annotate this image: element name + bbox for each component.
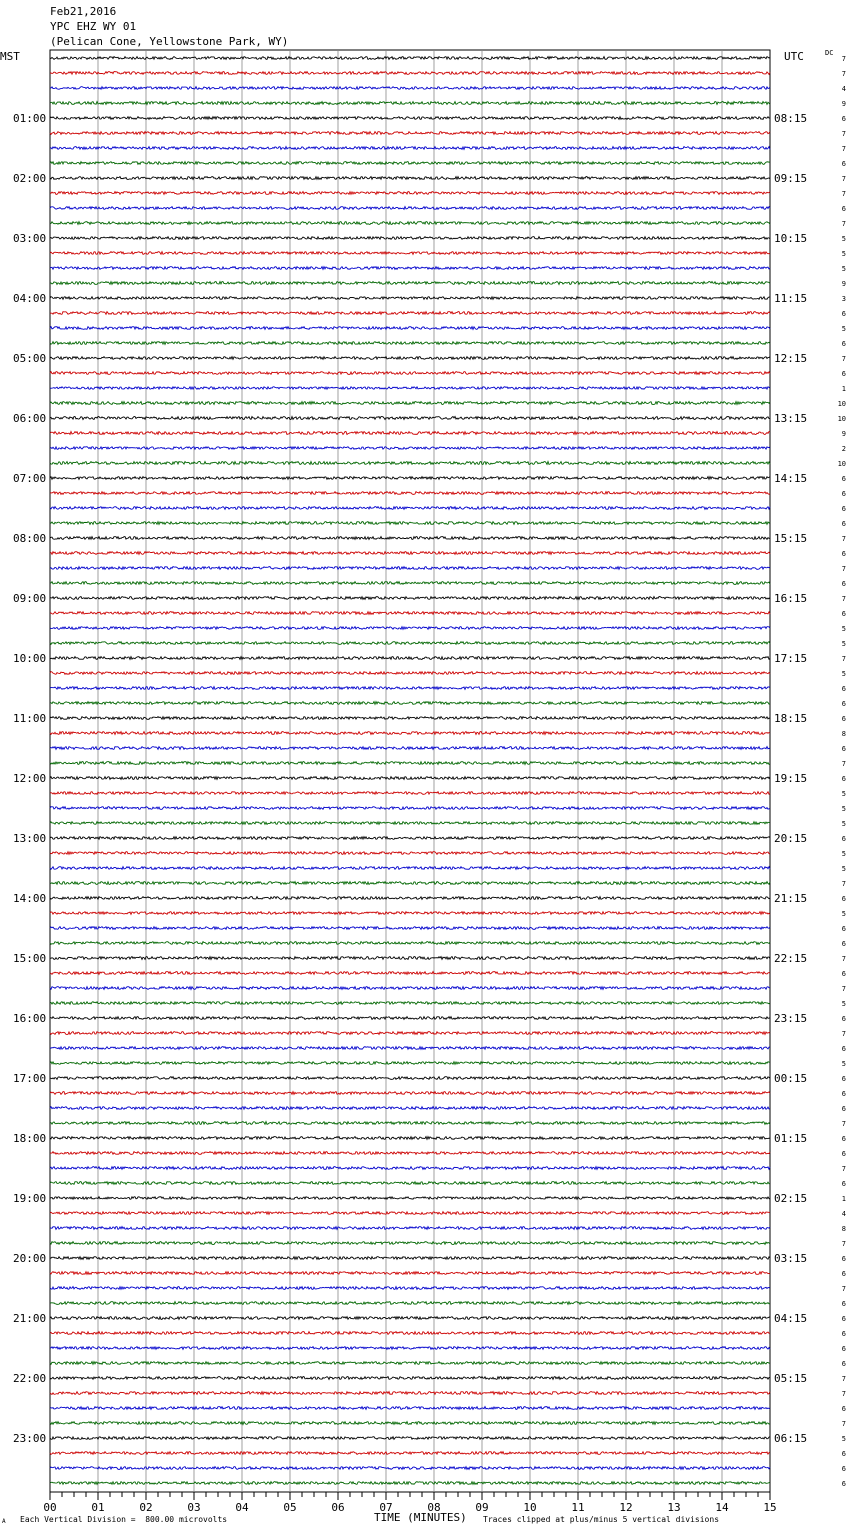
seismic-trace	[50, 1107, 770, 1110]
dc-value: 6	[841, 550, 846, 558]
right-hour-label: 17:15	[774, 652, 808, 665]
seismic-trace	[50, 1242, 770, 1245]
seismic-trace	[50, 297, 770, 300]
dc-value: 7	[841, 1390, 846, 1398]
seismic-trace	[50, 1017, 770, 1020]
dc-value: 6	[841, 1180, 846, 1188]
seismic-trace	[50, 927, 770, 930]
seismic-trace	[50, 132, 770, 135]
seismic-trace	[50, 1482, 770, 1485]
dc-value: 7	[841, 220, 846, 228]
right-hour-label: 05:15	[774, 1372, 808, 1385]
dc-value: 7	[841, 145, 846, 153]
seismic-trace	[50, 822, 770, 825]
seismic-trace	[50, 1122, 770, 1125]
left-hour-label: 19:00	[13, 1192, 47, 1205]
x-tick-label: 09	[475, 1501, 489, 1514]
seismic-trace	[50, 342, 770, 345]
seismic-trace	[50, 942, 770, 945]
right-hour-label: 14:15	[774, 472, 808, 485]
dc-value: 5	[841, 640, 846, 648]
left-hour-label: 14:00	[13, 892, 47, 905]
left-hour-label: 18:00	[13, 1132, 47, 1145]
dc-value: 7	[841, 880, 846, 888]
left-hour-label: 22:00	[13, 1372, 47, 1385]
dc-value: 5	[841, 910, 846, 918]
dc-value: 6	[841, 1045, 846, 1053]
x-tick-label: 11	[571, 1501, 585, 1514]
seismic-trace	[50, 1002, 770, 1005]
dc-value: 6	[841, 610, 846, 618]
dc-value: 9	[841, 100, 846, 108]
dc-value: 6	[841, 115, 846, 123]
seismic-trace	[50, 522, 770, 525]
dc-value: 5	[841, 805, 846, 813]
seismic-trace	[50, 702, 770, 705]
dc-value: 10	[837, 460, 846, 468]
x-tick-label: 07	[379, 1501, 393, 1514]
seismic-trace	[50, 1362, 770, 1365]
right-hour-label: 16:15	[774, 592, 808, 605]
dc-value: 6	[841, 970, 846, 978]
dc-value: 7	[841, 1240, 846, 1248]
right-hour-label: 22:15	[774, 952, 808, 965]
dc-value: 6	[841, 490, 846, 498]
dc-value: 6	[841, 1255, 846, 1263]
seismic-trace	[50, 267, 770, 270]
dc-value: 5	[841, 1435, 846, 1443]
dc-value: 6	[841, 775, 846, 783]
seismic-trace	[50, 1347, 770, 1350]
seismic-trace	[50, 1272, 770, 1275]
seismic-trace	[50, 87, 770, 90]
seismic-trace	[50, 417, 770, 420]
dc-value: 5	[841, 1060, 846, 1068]
seismic-trace	[50, 1377, 770, 1380]
dc-value: 6	[841, 1270, 846, 1278]
seismic-trace	[50, 987, 770, 990]
dc-value: 8	[841, 730, 846, 738]
seismic-trace	[50, 177, 770, 180]
x-tick-label: 03	[187, 1501, 201, 1514]
dc-value: 1	[841, 1195, 846, 1203]
dc-value: 7	[841, 355, 846, 363]
right-hour-label: 20:15	[774, 832, 808, 845]
right-hour-label: 10:15	[774, 232, 808, 245]
seismic-trace	[50, 477, 770, 480]
seismic-trace	[50, 1032, 770, 1035]
dc-value: 7	[841, 130, 846, 138]
dc-value: 7	[841, 565, 846, 573]
dc-value: 6	[841, 835, 846, 843]
dc-value: 6	[841, 1450, 846, 1458]
x-tick-label: 01	[91, 1501, 105, 1514]
seismic-trace	[50, 582, 770, 585]
seismic-trace	[50, 1257, 770, 1260]
dc-value: 6	[841, 160, 846, 168]
dc-value: 5	[841, 790, 846, 798]
left-hour-label: 03:00	[13, 232, 47, 245]
station-location: (Pelican Cone, Yellowstone Park, WY)	[50, 35, 289, 48]
left-hour-label: 02:00	[13, 172, 47, 185]
left-hour-label: 09:00	[13, 592, 47, 605]
dc-value: 5	[841, 1000, 846, 1008]
seismic-trace	[50, 252, 770, 255]
left-hour-label: 06:00	[13, 412, 47, 425]
dc-value: 6	[841, 1465, 846, 1473]
seismic-trace	[50, 717, 770, 720]
seismic-trace	[50, 102, 770, 105]
right-hour-label: 04:15	[774, 1312, 808, 1325]
seismic-trace	[50, 372, 770, 375]
left-hour-label: 17:00	[13, 1072, 47, 1085]
left-hour-label: 01:00	[13, 112, 47, 125]
dc-value: 6	[841, 745, 846, 753]
seismic-trace	[50, 597, 770, 600]
dc-value: 7	[841, 985, 846, 993]
seismic-trace	[50, 72, 770, 75]
dc-value: 6	[841, 310, 846, 318]
seismic-trace	[50, 552, 770, 555]
left-hour-label: 12:00	[13, 772, 47, 785]
x-tick-label: 08	[427, 1501, 441, 1514]
dc-value: 5	[841, 820, 846, 828]
seismic-trace	[50, 1407, 770, 1410]
seismic-trace	[50, 222, 770, 225]
dc-value: 6	[841, 1150, 846, 1158]
dc-value: 1	[841, 385, 846, 393]
dc-value: 6	[841, 1480, 846, 1488]
seismic-trace	[50, 807, 770, 810]
right-hour-label: 03:15	[774, 1252, 808, 1265]
seismic-trace	[50, 1182, 770, 1185]
left-hour-label: 15:00	[13, 952, 47, 965]
x-tick-label: 02	[139, 1501, 153, 1514]
left-hour-label: 21:00	[13, 1312, 47, 1325]
seismic-trace	[50, 1047, 770, 1050]
right-hour-label: 15:15	[774, 532, 808, 545]
dc-value: 6	[841, 1360, 846, 1368]
seismic-trace	[50, 852, 770, 855]
dc-value: 7	[841, 595, 846, 603]
right-hour-label: 13:15	[774, 412, 808, 425]
corner-mark: A	[2, 1518, 6, 1525]
seismic-trace	[50, 447, 770, 450]
dc-value: 5	[841, 250, 846, 258]
seismic-trace	[50, 777, 770, 780]
seismic-trace	[50, 732, 770, 735]
left-hour-label: 13:00	[13, 832, 47, 845]
seismic-trace	[50, 402, 770, 405]
seismic-trace	[50, 1437, 770, 1440]
right-hour-label: 02:15	[774, 1192, 808, 1205]
dc-value: 7	[841, 1420, 846, 1428]
seismic-trace	[50, 642, 770, 645]
dc-value: 6	[841, 1015, 846, 1023]
left-hour-label: 08:00	[13, 532, 47, 545]
seismic-trace	[50, 282, 770, 285]
dc-value: 6	[841, 1315, 846, 1323]
seismic-trace	[50, 492, 770, 495]
seismic-trace	[50, 612, 770, 615]
seismic-trace	[50, 882, 770, 885]
clipping-note: Traces clipped at plus/minus 5 vertical divisions	[483, 1515, 720, 1524]
plot-frame	[50, 50, 770, 1492]
x-tick-label: 06	[331, 1501, 345, 1514]
seismic-trace	[50, 312, 770, 315]
seismic-trace	[50, 357, 770, 360]
dc-value: 5	[841, 865, 846, 873]
seismic-trace	[50, 687, 770, 690]
seismic-trace	[50, 1167, 770, 1170]
seismic-trace	[50, 207, 770, 210]
x-tick-label: 05	[283, 1501, 297, 1514]
seismic-trace	[50, 537, 770, 540]
right-hour-label: 11:15	[774, 292, 808, 305]
seismic-trace	[50, 627, 770, 630]
dc-value: 5	[841, 235, 846, 243]
dc-value: 6	[841, 580, 846, 588]
seismic-trace	[50, 1302, 770, 1305]
dc-value: 6	[841, 940, 846, 948]
seismic-trace	[50, 657, 770, 660]
left-hour-label: 07:00	[13, 472, 47, 485]
dc-value: 6	[841, 700, 846, 708]
x-tick-label: 15	[763, 1501, 777, 1514]
dc-value: 6	[841, 340, 846, 348]
seismic-trace	[50, 1227, 770, 1230]
dc-value: 5	[841, 850, 846, 858]
plot-date: Feb21,2016	[50, 5, 117, 18]
seismic-trace	[50, 792, 770, 795]
dc-value: 6	[841, 1345, 846, 1353]
x-tick-label: 00	[43, 1501, 57, 1514]
dc-value: 8	[841, 1225, 846, 1233]
seismic-trace	[50, 972, 770, 975]
dc-value: 6	[841, 370, 846, 378]
seismic-trace	[50, 567, 770, 570]
left-timezone-label: MST	[0, 50, 20, 63]
x-tick-label: 13	[667, 1501, 681, 1514]
seismic-trace	[50, 387, 770, 389]
dc-value: 6	[841, 205, 846, 213]
seismic-trace	[50, 762, 770, 765]
x-tick-label: 12	[619, 1501, 633, 1514]
seismic-trace	[50, 672, 770, 675]
seismic-trace	[50, 1212, 770, 1215]
seismic-trace	[50, 957, 770, 960]
dc-value: 7	[841, 655, 846, 663]
right-hour-label: 06:15	[774, 1432, 808, 1445]
dc-value: 9	[841, 430, 846, 438]
seismic-trace	[50, 1287, 770, 1290]
seismic-trace	[50, 897, 770, 900]
dc-value: 6	[841, 925, 846, 933]
dc-value: 6	[841, 715, 846, 723]
dc-value: 7	[841, 70, 846, 78]
dc-value: 6	[841, 505, 846, 513]
seismic-trace	[50, 837, 770, 840]
dc-value: 5	[841, 325, 846, 333]
dc-value: 5	[841, 265, 846, 273]
dc-value: 7	[841, 190, 846, 198]
seismic-trace	[50, 192, 770, 195]
seismic-trace	[50, 162, 770, 165]
seismic-trace	[50, 327, 770, 330]
seismic-trace	[50, 1092, 770, 1095]
dc-value: 6	[841, 520, 846, 528]
dc-value: 6	[841, 1300, 846, 1308]
station-code: YPC EHZ WY 01	[50, 20, 137, 33]
seismic-trace	[50, 147, 770, 150]
seismic-trace	[50, 1062, 770, 1065]
seismic-trace	[50, 1452, 770, 1455]
dc-value: 6	[841, 1135, 846, 1143]
dc-value: 6	[841, 895, 846, 903]
seismic-trace	[50, 1152, 770, 1155]
dc-value: 7	[841, 535, 846, 543]
left-hour-label: 04:00	[13, 292, 47, 305]
seismic-trace	[50, 462, 770, 465]
dc-value: 6	[841, 1405, 846, 1413]
dc-value: 7	[841, 1285, 846, 1293]
right-hour-label: 01:15	[774, 1132, 808, 1145]
dc-value: 6	[841, 1330, 846, 1338]
dc-value: 7	[841, 1375, 846, 1383]
right-hour-label: 12:15	[774, 352, 808, 365]
dc-value: 2	[841, 445, 846, 453]
seismic-trace	[50, 237, 770, 240]
seismic-trace	[50, 747, 770, 750]
left-hour-label: 16:00	[13, 1012, 47, 1025]
seismic-trace	[50, 1077, 770, 1080]
dc-value: 4	[841, 85, 846, 93]
dc-value: 6	[841, 685, 846, 693]
dc-value: 6	[841, 1075, 846, 1083]
dc-value: 10	[837, 400, 846, 408]
dc-value: 7	[841, 1120, 846, 1128]
right-hour-label: 00:15	[774, 1072, 808, 1085]
dc-value: 3	[841, 295, 846, 303]
dc-value: 7	[841, 55, 846, 63]
dc-value: 5	[841, 625, 846, 633]
dc-value: 7	[841, 1165, 846, 1173]
x-axis-title: TIME (MINUTES)	[374, 1511, 467, 1524]
left-hour-label: 10:00	[13, 652, 47, 665]
seismic-trace	[50, 1317, 770, 1320]
seismic-trace	[50, 1197, 770, 1199]
right-hour-label: 19:15	[774, 772, 808, 785]
seismic-trace	[50, 57, 770, 60]
seismic-trace	[50, 432, 770, 435]
seismic-trace	[50, 507, 770, 510]
seismic-trace	[50, 1467, 770, 1470]
dc-value: 5	[841, 670, 846, 678]
seismic-trace	[50, 1392, 770, 1395]
seismic-trace	[50, 117, 770, 120]
dc-value: 6	[841, 1105, 846, 1113]
left-hour-label: 11:00	[13, 712, 47, 725]
dc-value: 4	[841, 1210, 846, 1218]
dc-value: 7	[841, 955, 846, 963]
seismic-trace	[50, 1332, 770, 1335]
left-hour-label: 20:00	[13, 1252, 47, 1265]
dc-value: 10	[837, 415, 846, 423]
right-hour-label: 09:15	[774, 172, 808, 185]
left-hour-label: 05:00	[13, 352, 47, 365]
left-hour-label: 23:00	[13, 1432, 47, 1445]
x-tick-label: 14	[715, 1501, 729, 1514]
x-tick-label: 04	[235, 1501, 249, 1514]
x-tick-label: 10	[523, 1501, 537, 1514]
dc-column-label: DC	[825, 49, 834, 57]
seismic-trace	[50, 1422, 770, 1425]
seismic-trace	[50, 912, 770, 915]
dc-value: 6	[841, 475, 846, 483]
right-timezone-label: UTC	[784, 50, 804, 63]
seismic-trace	[50, 1137, 770, 1140]
seismic-trace	[50, 867, 770, 870]
right-hour-label: 08:15	[774, 112, 808, 125]
dc-value: 6	[841, 1090, 846, 1098]
right-hour-label: 21:15	[774, 892, 808, 905]
dc-value: 7	[841, 1030, 846, 1038]
dc-value: 7	[841, 760, 846, 768]
right-hour-label: 18:15	[774, 712, 808, 725]
dc-value: 9	[841, 280, 846, 288]
dc-value: 7	[841, 175, 846, 183]
right-hour-label: 23:15	[774, 1012, 808, 1025]
vertical-division-note: Each Vertical Division = 800.00 microvolts	[20, 1515, 228, 1524]
